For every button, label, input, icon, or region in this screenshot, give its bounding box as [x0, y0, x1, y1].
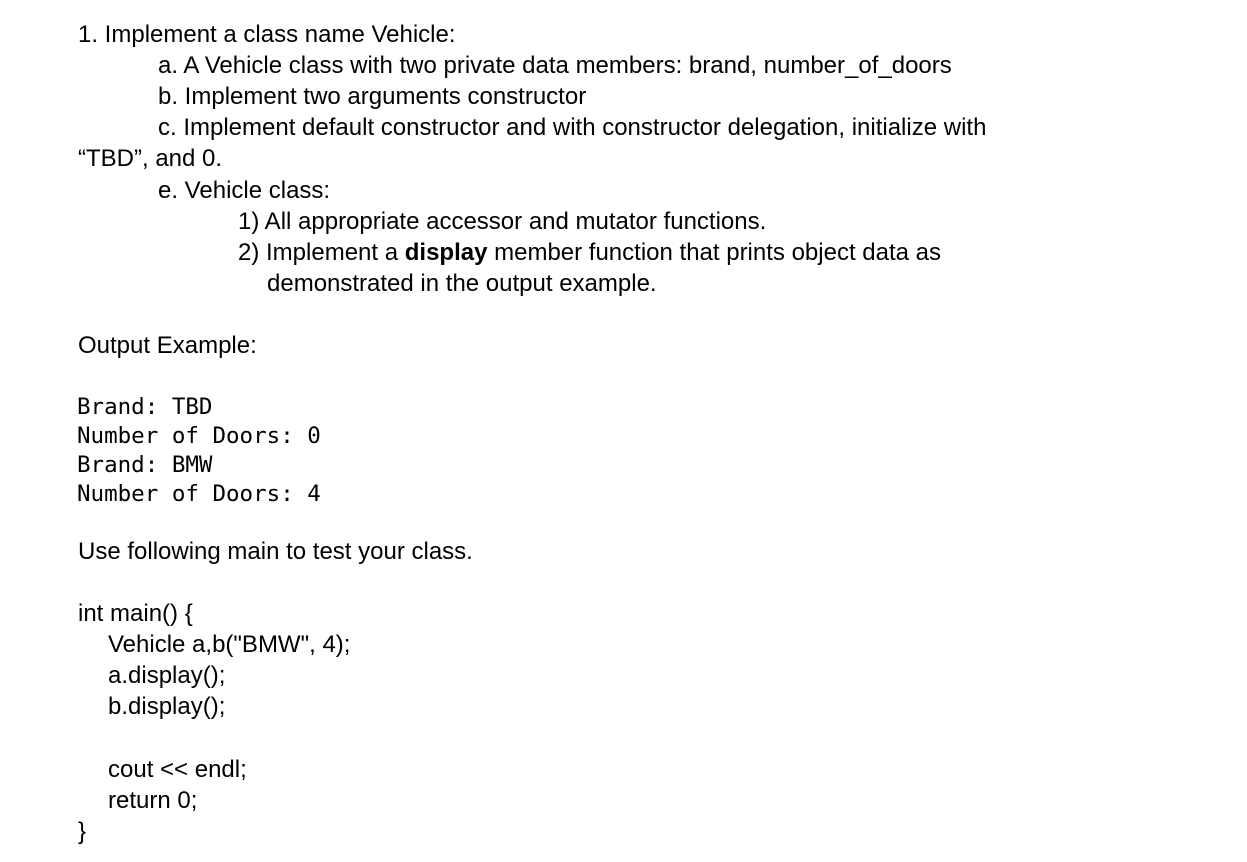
task-item-c: c. Implement default constructor and with constructor delegation, initialize with — [158, 114, 987, 141]
code-line: int main() { — [78, 600, 193, 627]
code-line: } — [78, 818, 87, 845]
output-example-heading: Output Example: — [78, 332, 257, 359]
output-line: Number of Doors: 4 — [77, 481, 321, 507]
display-keyword: display — [404, 239, 488, 266]
code-line: Vehicle a,b("BMW", 4); — [108, 631, 351, 658]
code-line: b.display(); — [108, 693, 226, 720]
code-line: return 0; — [108, 787, 198, 814]
task-subitem-2 — [238, 237, 941, 268]
task-title: 1. Implement a class name Vehicle: — [78, 21, 456, 48]
task-subitem-1: 1) All appropriate accessor and mutator functions. — [238, 208, 767, 235]
task-subitem-2-continued: demonstrated in the output example. — [267, 270, 657, 297]
subitem-2-prefix: 2) Implement a — [238, 239, 405, 266]
code-line: a.display(); — [108, 662, 226, 689]
task-item-c-continued: “TBD”, and 0. — [78, 145, 223, 172]
output-line: Brand: TBD — [77, 394, 213, 420]
output-line: Brand: BMW — [77, 452, 213, 478]
task-item-e: e. Vehicle class: — [158, 177, 331, 204]
output-line: Number of Doors: 0 — [77, 423, 321, 449]
subitem-2-suffix: member function that prints object data as — [487, 239, 942, 266]
task-item-a: a. A Vehicle class with two private data members: brand, number_of_doors — [158, 52, 952, 79]
code-line: cout << endl; — [108, 756, 247, 783]
task-item-b: b. Implement two arguments constructor — [158, 83, 587, 110]
main-test-intro: Use following main to test your class. — [78, 538, 473, 565]
